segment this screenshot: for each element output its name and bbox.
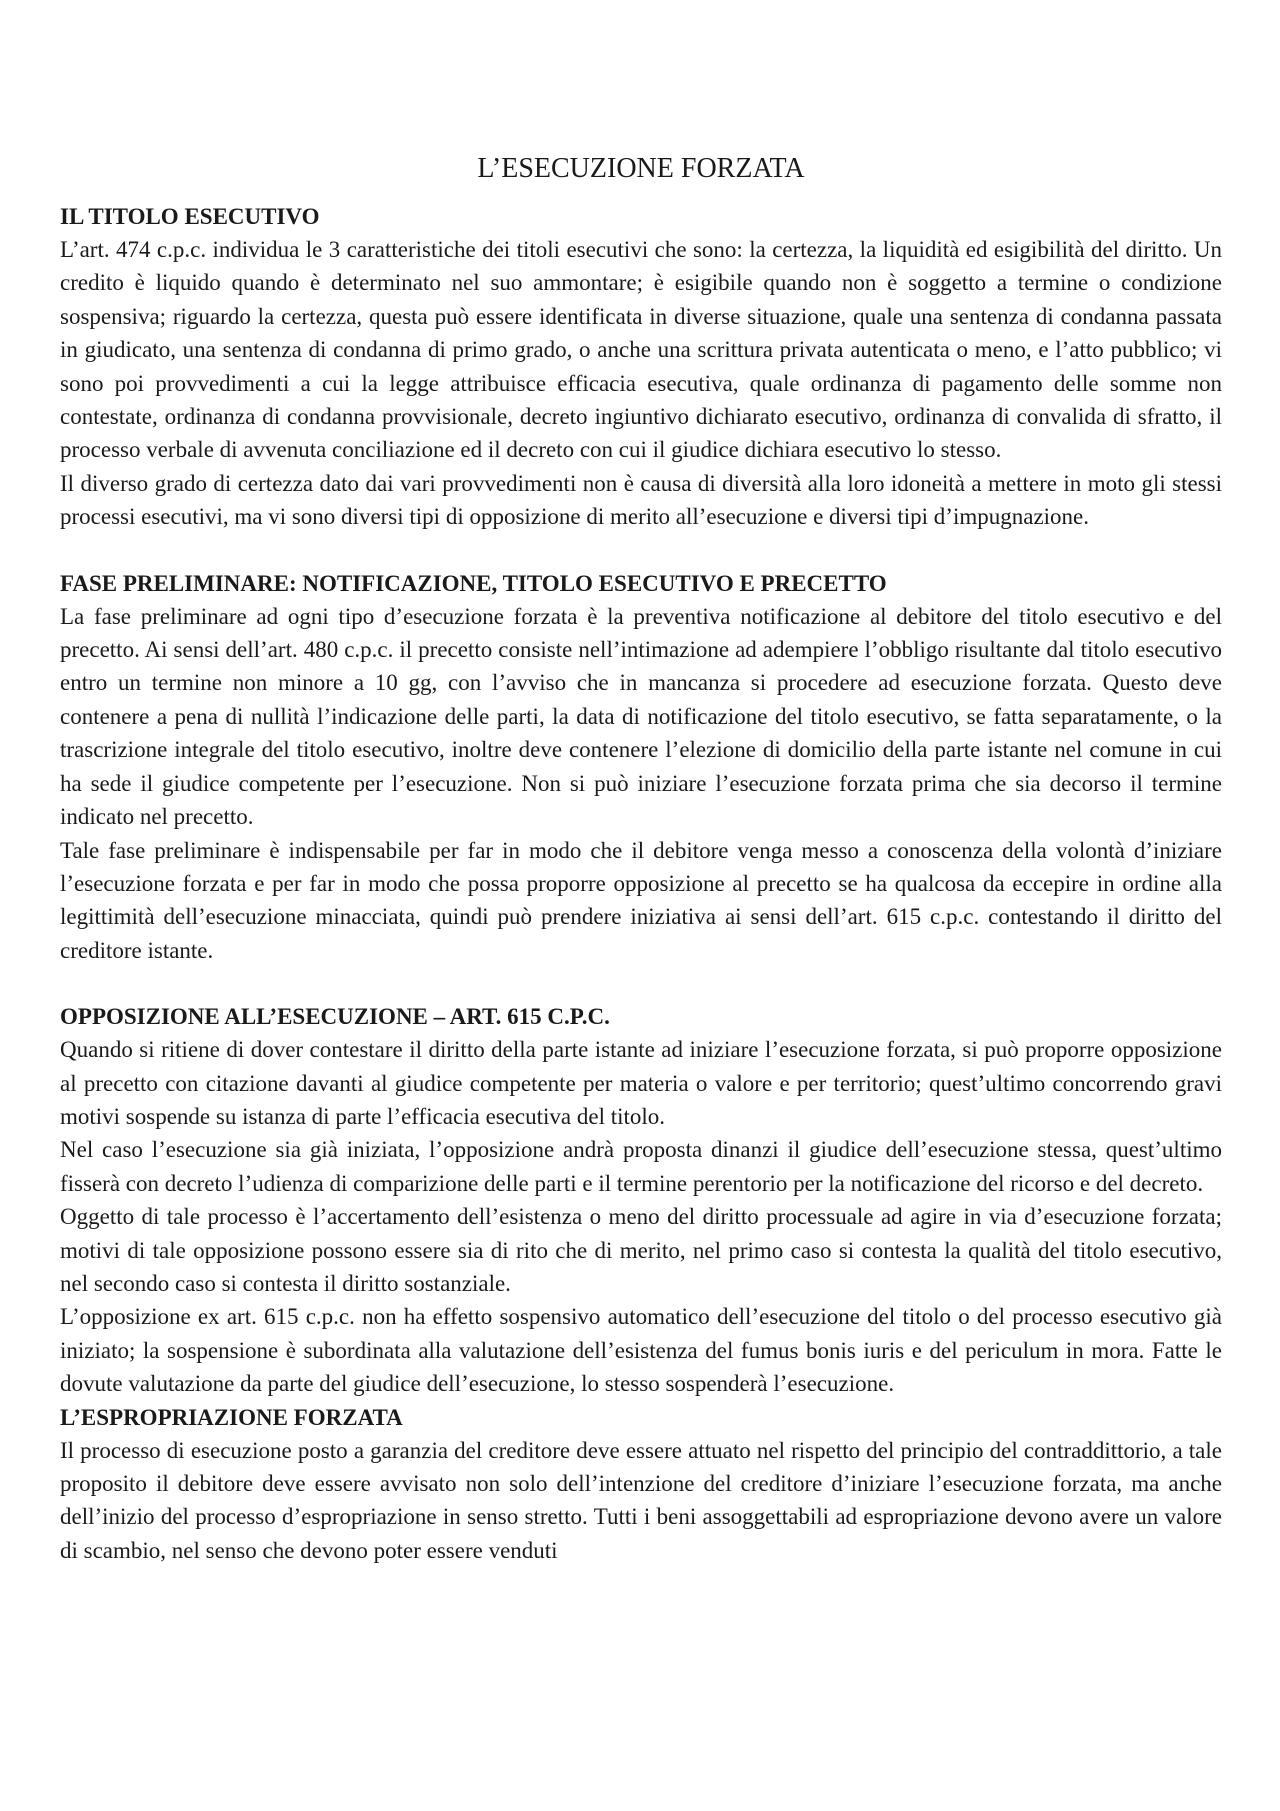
section-heading: L’ESPROPRIAZIONE FORZATA <box>60 1404 403 1430</box>
paragraph: L’art. 474 c.p.c. individua le 3 caratteristiche dei titoli esecutivi che sono: la certezza, la liquidità ed esigibilità del diritto. Un credito è liquido quando è determinato nel suo ammontare; è esigibile quando non è soggetto a termine o condizione sospensiva; riguardo la certezza, questa può essere identificata in diverse situazione, quale una sentenza di condanna passata in giudicato, una sentenza di condanna di primo grado, o anche una scrittura privata autenticata o meno, e l’atto pubblico; vi sono poi provvedimenti a cui la legge attribuisce efficacia esecutiva, quale ordinanza di pagamento delle somme non contestate, ordinanza di condanna provvisionale, decreto ingiuntivo dichiarato esecutivo, ordinanza di convalida di sfratto, il processo verbale di avvenuta conciliazione ed il decreto con cui il giudice dichiara esecutivo lo stesso. <box>60 237 1222 463</box>
section-heading: OPPOSIZIONE ALL’ESECUZIONE – ART. 615 C.P.C. <box>60 1004 610 1030</box>
section-spacer <box>60 967 1222 1000</box>
document-title: L’ESECUZIONE FORZATA <box>477 153 805 184</box>
section-titolo-esecutivo <box>60 200 1222 534</box>
paragraph: L’opposizione ex art. 615 c.p.c. non ha effetto sospensivo automatico dell’esecuzione del titolo o del processo esecutivo già iniziato; la sospensione è subordinata alla valutazione dell’esistenza del fumus bonis iuris e del periculum in mora. Fatte le dovute valutazione da parte del giudice dell’esecuzione, lo stesso sospenderà l’esecuzione. <box>60 1304 1222 1397</box>
section-heading: IL TITOLO ESECUTIVO <box>60 204 320 229</box>
paragraph: Nel caso l’esecuzione sia già iniziata, l’opposizione andrà proposta dinanzi il giudice dell’esecuzione stessa, quest’ultimo fisserà con decreto l’udienza di comparizione delle parti e il termine perentorio per la notificazione del ricorso e del decreto. <box>60 1137 1222 1196</box>
paragraph: Il processo di esecuzione posto a garanzia del creditore deve essere attuato nel rispetto del principio del contraddittorio, a tale proposito il debitore deve essere avvisato non solo dell’intenzione del creditore d’iniziare l’esecuzione forzata, ma anche dell’inizio del processo d’espropriazione in senso stretto. Tutti i beni assoggettabili ad espropriazione devono avere un valore di scambio, nel senso che devono poter essere venduti <box>60 1437 1222 1563</box>
section-heading: FASE PRELIMINARE: NOTIFICAZIONE, TITOLO ESECUTIVO E PRECETTO <box>60 570 887 596</box>
section-fase-preliminare <box>60 567 1222 967</box>
section-opposizione <box>60 1000 1222 1400</box>
paragraph: Tale fase preliminare è indispensabile per far in modo che il debitore venga messo a conoscenza della volontà d’iniziare l’esecuzione forzata e per far in modo che possa proporre opposizione al precetto se ha qualcosa da eccepire in ordine alla legittimità dell’esecuzione minacciata, quindi può prendere iniziativa ai sensi dell’art. 615 c.p.c. contestando il diritto del creditore istante. <box>60 837 1222 963</box>
paragraph: Quando si ritiene di dover contestare il diritto della parte istante ad iniziare l’esecuzione forzata, si può proporre opposizione al precetto con citazione davanti al giudice competente per materia o valore e per territorio; quest’ultimo concorrendo gravi motivi sospende su istanza di parte l’efficacia esecutiva del titolo. <box>60 1037 1222 1129</box>
section-spacer <box>60 534 1222 567</box>
section-espropriazione <box>60 1401 1222 1568</box>
document-page <box>60 150 1222 1567</box>
paragraph: La fase preliminare ad ogni tipo d’esecuzione forzata è la preventiva notificazione al debitore del titolo esecutivo e del precetto. Ai sensi dell’art. 480 c.p.c. il precetto consiste nell’intimazione ad adempiere l’obbligo risultante dal titolo esecutivo entro un termine non minore a 10 gg, con l’avviso che in mancanza si procedere ad esecuzione forzata. Questo deve contenere a pena di nullità l’indicazione delle parti, la data di notificazione del titolo esecutivo, se fatta separatamente, o la trascrizione integrale del titolo esecutivo, inoltre deve contenere l’elezione di domicilio della parte istante nel comune in cui ha sede il giudice competente per l’esecuzione. Non si può iniziare l’esecuzione forzata prima che sia decorso il termine indicato nel precetto. <box>60 603 1222 830</box>
paragraph: Il diverso grado di certezza dato dai vari provvedimenti non è causa di diversità alla loro idoneità a mettere in moto gli stessi processi esecutivi, ma vi sono diversi tipi di opposizione di merito all’esecuzione e diversi tipi d’impugnazione. <box>60 470 1222 530</box>
paragraph: Oggetto di tale processo è l’accertamento dell’esistenza o meno del diritto processuale ad agire in via d’esecuzione forzata; motivi di tale opposizione possono essere sia di rito che di merito, nel primo caso si contesta la qualità del titolo esecutivo, nel secondo caso si contesta il diritto sostanziale. <box>60 1204 1222 1296</box>
